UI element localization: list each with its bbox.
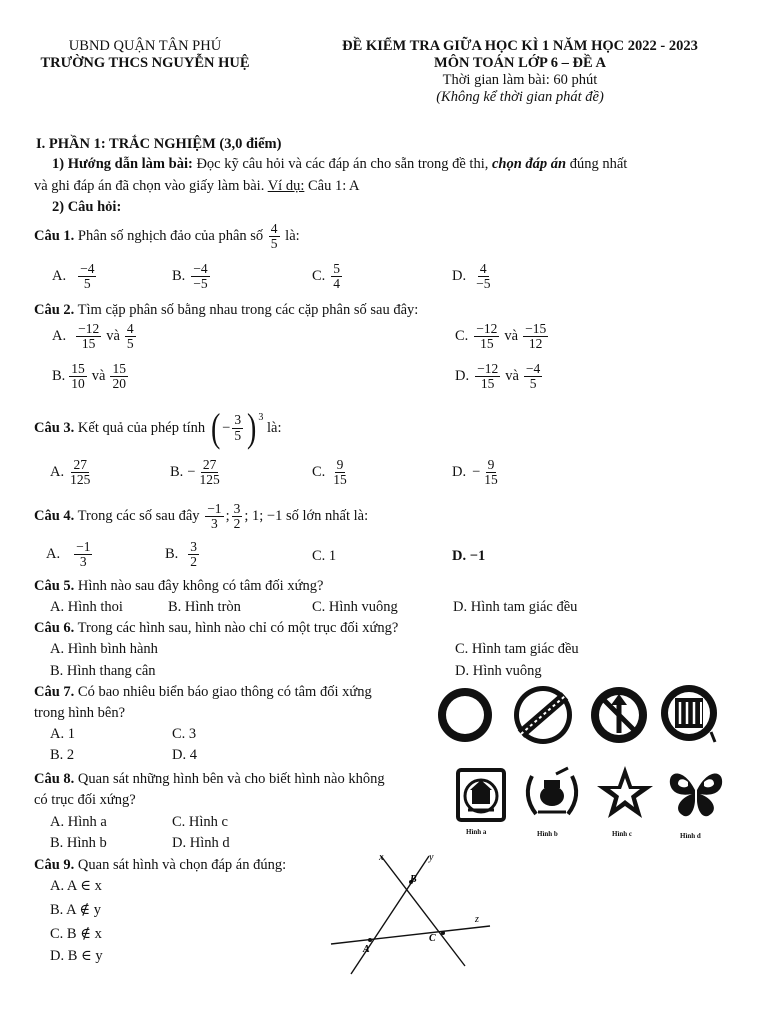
question-6-label: Câu 6.: [34, 620, 75, 636]
question-8-text: Quan sát những hình bên và cho biết hình nào không: [74, 771, 385, 787]
denominator: 12: [528, 336, 543, 352]
option-letter: C.: [455, 328, 469, 345]
option-fraction: [191, 262, 209, 291]
numerator: −4: [525, 361, 541, 376]
exponent: 3: [258, 412, 264, 423]
and-word: và: [91, 368, 106, 385]
number-fraction-2: [232, 502, 243, 531]
denominator: 5: [270, 236, 278, 252]
q9-option-a[interactable]: A. A ∈ x: [50, 878, 102, 894]
option-fraction-1: [69, 362, 87, 391]
q5-option-b[interactable]: B. Hình tròn: [168, 599, 241, 615]
denominator: 15: [81, 336, 96, 352]
option-letter: C.: [312, 268, 326, 285]
exam-duration-note: (Không kể thời gian phát đề): [436, 89, 604, 105]
numerator: 27: [202, 457, 217, 472]
denominator: 15: [480, 376, 495, 392]
denominator: 15: [333, 472, 347, 488]
numerator: 5: [333, 261, 341, 276]
option-fraction-1: [475, 362, 500, 391]
guide-label: 1) Hướng dẫn làm bài:: [52, 156, 193, 172]
q3-option-a[interactable]: [50, 458, 94, 487]
question-5-label: Câu 5.: [34, 578, 75, 594]
question-8-label: Câu 8.: [34, 771, 75, 787]
guide-line-1: [52, 156, 627, 173]
q3-option-b[interactable]: [170, 458, 224, 487]
option-letter: A.: [52, 268, 67, 285]
section-title: I. PHẦN 1: TRẮC NGHIỆM (3,0 điểm): [36, 136, 282, 152]
option-fraction: [78, 262, 96, 291]
denominator: 5: [529, 376, 537, 392]
label-a: A: [363, 944, 370, 955]
butterfly-icon: [670, 773, 722, 816]
option-letter: A.: [52, 328, 67, 345]
numerator: −15: [525, 321, 547, 336]
question-9: [34, 857, 286, 874]
question-7: [34, 684, 372, 701]
label-b: B: [410, 874, 417, 885]
header-left: [30, 38, 260, 72]
numerator: −12: [477, 361, 499, 376]
q5-option-a[interactable]: A. Hình thoi: [50, 599, 123, 615]
denominator: 125: [70, 472, 91, 488]
question-8-text-2: có trục đối xứng?: [34, 792, 136, 808]
q8-option-d[interactable]: D. Hình d: [172, 835, 230, 851]
question-6: [34, 620, 398, 637]
symmetry-figures: [452, 760, 732, 828]
q6-option-c[interactable]: C. Hình tam giác đều: [455, 641, 579, 657]
denominator: 3: [211, 516, 218, 532]
numerator: 27: [73, 457, 87, 472]
question-1-fraction: [269, 222, 280, 251]
denominator: −5: [193, 276, 208, 292]
guide-text-3: và ghi đáp án đã chọn vào giấy làm bài.: [34, 178, 268, 194]
lines-and-points-figure: [325, 848, 495, 978]
question-7-text-2: trong hình bên?: [34, 705, 126, 721]
option-fraction: [74, 540, 92, 569]
denominator: −5: [476, 276, 491, 292]
question-7-label: Câu 7.: [34, 684, 75, 700]
minus-sign: −: [222, 419, 231, 436]
separator: ;: [225, 508, 230, 525]
caption-b: Hình b: [537, 830, 558, 838]
and-word: và: [504, 328, 519, 345]
number-fraction-1: [205, 502, 223, 531]
question-5-text: Hình nào sau đây không có tâm đối xứng?: [74, 578, 324, 594]
numerator: −1: [76, 539, 91, 554]
guide-emphasis: chọn đáp án: [491, 156, 567, 172]
q8-option-a[interactable]: A. Hình a: [50, 814, 107, 830]
q8-option-c[interactable]: C. Hình c: [172, 814, 228, 830]
q5-option-c[interactable]: C. Hình vuông: [312, 599, 398, 615]
q1-option-c[interactable]: [312, 262, 344, 291]
guide-text-2: đúng nhất: [566, 156, 628, 172]
numerator: 3: [234, 412, 242, 428]
denominator: 2: [190, 554, 198, 570]
numerator: −12: [78, 321, 100, 336]
numerator: 3: [190, 539, 198, 554]
question-4-label: Câu 4.: [34, 508, 75, 525]
numerator: −1: [207, 501, 222, 516]
q7-option-a[interactable]: A. 1: [50, 726, 75, 742]
q6-option-d[interactable]: D. Hình vuông: [455, 663, 542, 679]
option-fraction-2: [125, 322, 136, 351]
q8-option-b[interactable]: B. Hình b: [50, 835, 107, 851]
question-5: [34, 578, 323, 595]
denominator: 4: [333, 276, 341, 292]
hanoi-emblem-icon: [458, 770, 504, 820]
option-fraction: [474, 262, 492, 291]
question-2-text: Tìm cặp phân số bằng nhau trong các cặp phân số sau đây:: [74, 302, 419, 318]
exam-duration: Thời gian làm bài: 60 phút: [442, 72, 598, 88]
option-letter: B.: [165, 546, 179, 563]
label-z: z: [475, 914, 479, 925]
and-word: và: [505, 368, 519, 385]
option-fraction-2: [524, 362, 542, 391]
label-y: y: [429, 852, 434, 863]
numerator: 15: [112, 361, 126, 376]
denominator: 2: [233, 516, 241, 532]
sign-no-entry-for-vehicles-icon: [438, 688, 492, 742]
question-9-label: Câu 9.: [34, 857, 75, 873]
option-fraction: [331, 262, 342, 291]
option-letter: D.: [455, 368, 470, 385]
denominator: 20: [112, 376, 126, 392]
header-right: [300, 38, 740, 106]
q1-option-d[interactable]: [452, 262, 494, 291]
option-letter: D.: [452, 464, 467, 481]
q4-option-b[interactable]: [165, 540, 201, 569]
denominator: 15: [484, 472, 498, 488]
numerator: 15: [71, 361, 85, 376]
question-4-tail: số lớn nhất là:: [282, 508, 369, 525]
question-4: [34, 502, 368, 531]
question-2-label: Câu 2.: [34, 302, 75, 318]
option-letter: B.: [172, 268, 186, 285]
numerator: −4: [193, 261, 208, 276]
question-3-text: Kết quả của phép tính: [74, 419, 209, 436]
denominator: 3: [79, 554, 87, 570]
q4-option-c[interactable]: C. 1: [312, 548, 337, 564]
minus-sign: −: [472, 464, 481, 481]
q4-option-a[interactable]: [46, 540, 94, 569]
exam-title: ĐỀ KIỂM TRA GIỮA HỌC KÌ 1 NĂM HỌC 2022 - 2023: [342, 38, 698, 54]
q4-option-d[interactable]: D. −1: [452, 548, 486, 564]
numerator: 4: [479, 261, 487, 276]
q7-option-d[interactable]: D. 4: [172, 747, 197, 763]
caption-a: Hình a: [466, 828, 487, 836]
and-word: và: [106, 328, 120, 345]
numerator: 4: [126, 321, 134, 336]
q1-option-a[interactable]: [52, 262, 98, 291]
denominator: 10: [71, 376, 85, 392]
numerator: −12: [476, 321, 498, 336]
option-fraction-2: [523, 322, 548, 351]
question-3: [34, 405, 282, 450]
option-fraction: [197, 458, 221, 487]
option-letter: B.: [170, 464, 184, 481]
denominator: 125: [199, 472, 220, 488]
school-name: TRƯỜNG THCS NGUYỄN HUỆ: [40, 55, 250, 71]
point-c: [441, 931, 445, 935]
q2-option-d[interactable]: [455, 362, 544, 391]
q2-option-c[interactable]: [455, 322, 550, 351]
question-6-text: Trong các hình sau, hình nào chỉ có một trục đối xứng?: [74, 620, 399, 636]
q7-option-b[interactable]: B. 2: [50, 747, 75, 763]
wreath-emblem-icon: [528, 768, 576, 814]
q6-option-b[interactable]: B. Hình thang cân: [50, 663, 156, 679]
q2-option-b[interactable]: [52, 362, 130, 391]
example-label: Ví dụ:: [267, 178, 305, 194]
q5-option-d[interactable]: D. Hình tam giác đều: [453, 599, 578, 615]
sign-no-parking-overtaking-icon: [661, 685, 717, 742]
option-letter: A.: [50, 464, 65, 481]
question-3-label: Câu 3.: [34, 419, 75, 436]
questions-label: 2) Câu hỏi:: [52, 199, 122, 215]
caption-d: Hình d: [680, 832, 701, 840]
question-1-label: Câu 1.: [34, 228, 75, 245]
option-fraction-1: [76, 322, 101, 351]
denominator: 5: [234, 427, 242, 443]
district-name: UBND QUẬN TÂN PHÚ: [68, 38, 222, 54]
guide-line-2: [34, 178, 360, 195]
guide-text-1: Đọc kỹ câu hỏi và các đáp án cho sẵn trong đề thi,: [192, 156, 492, 172]
numerator: −4: [80, 261, 95, 276]
question-1-text: Phân số nghịch đảo của phân số: [74, 228, 267, 245]
label-x: x: [379, 852, 384, 863]
option-letter: A.: [46, 546, 61, 563]
numerator: 9: [487, 457, 495, 472]
denominator: 15: [480, 336, 494, 352]
option-fraction-1: [474, 322, 499, 351]
q9-option-c[interactable]: C. B ∉ x: [50, 926, 102, 942]
star-icon: [597, 766, 653, 818]
question-2: [34, 302, 418, 319]
q3-option-c[interactable]: [312, 458, 351, 487]
point-a: [368, 938, 372, 942]
option-fraction: [482, 458, 500, 487]
traffic-signs-figure: [435, 680, 735, 750]
exam-subject: MÔN TOÁN LỚP 6 – ĐỀ A: [434, 55, 606, 71]
q3-option-d[interactable]: [452, 458, 502, 487]
denominator: 5: [126, 336, 134, 352]
question-9-text: Quan sát hình và chọn đáp án đúng:: [74, 857, 287, 873]
option-letter: C.: [312, 464, 326, 481]
label-c: C: [429, 933, 436, 944]
option-letter: B.: [52, 368, 66, 385]
line-z: [331, 926, 490, 944]
number-list: ; 1; −1: [244, 508, 283, 525]
sign-end-of-restriction-icon: [514, 686, 572, 744]
left-paren: (: [210, 405, 221, 450]
question-4-text: Trong các số sau đây: [74, 508, 204, 525]
option-letter: D.: [452, 268, 467, 285]
right-paren: ): [247, 405, 257, 450]
numerator: 4: [270, 221, 278, 236]
question-3-fraction: [232, 413, 243, 442]
q9-option-b[interactable]: B. A ∉ y: [50, 902, 102, 918]
q1-option-b[interactable]: [172, 262, 212, 291]
question-8: [34, 771, 385, 788]
example-text: Câu 1: A: [304, 178, 360, 194]
option-fraction: [188, 540, 199, 569]
question-3-tail: là:: [263, 419, 282, 436]
q9-option-d[interactable]: D. B ∈ y: [50, 948, 103, 964]
line-y: [351, 856, 429, 974]
question-1: [34, 222, 300, 251]
question-1-tail: là:: [281, 228, 300, 245]
caption-c: Hình c: [612, 830, 633, 838]
q2-option-a[interactable]: [52, 322, 138, 351]
option-fraction-2: [110, 362, 128, 391]
numerator: 3: [233, 501, 241, 516]
q6-option-a[interactable]: A. Hình bình hành: [50, 641, 158, 657]
numerator: 9: [336, 457, 344, 472]
minus-sign: −: [187, 464, 196, 481]
option-fraction: [331, 458, 349, 487]
q7-option-c[interactable]: C. 3: [172, 726, 197, 742]
question-7-text: Có bao nhiêu biển báo giao thông có tâm đối xứng: [74, 684, 372, 700]
line-x: [381, 856, 465, 966]
sign-no-straight-ahead-icon: [591, 687, 647, 743]
option-fraction: [68, 458, 92, 487]
denominator: 5: [83, 276, 91, 292]
